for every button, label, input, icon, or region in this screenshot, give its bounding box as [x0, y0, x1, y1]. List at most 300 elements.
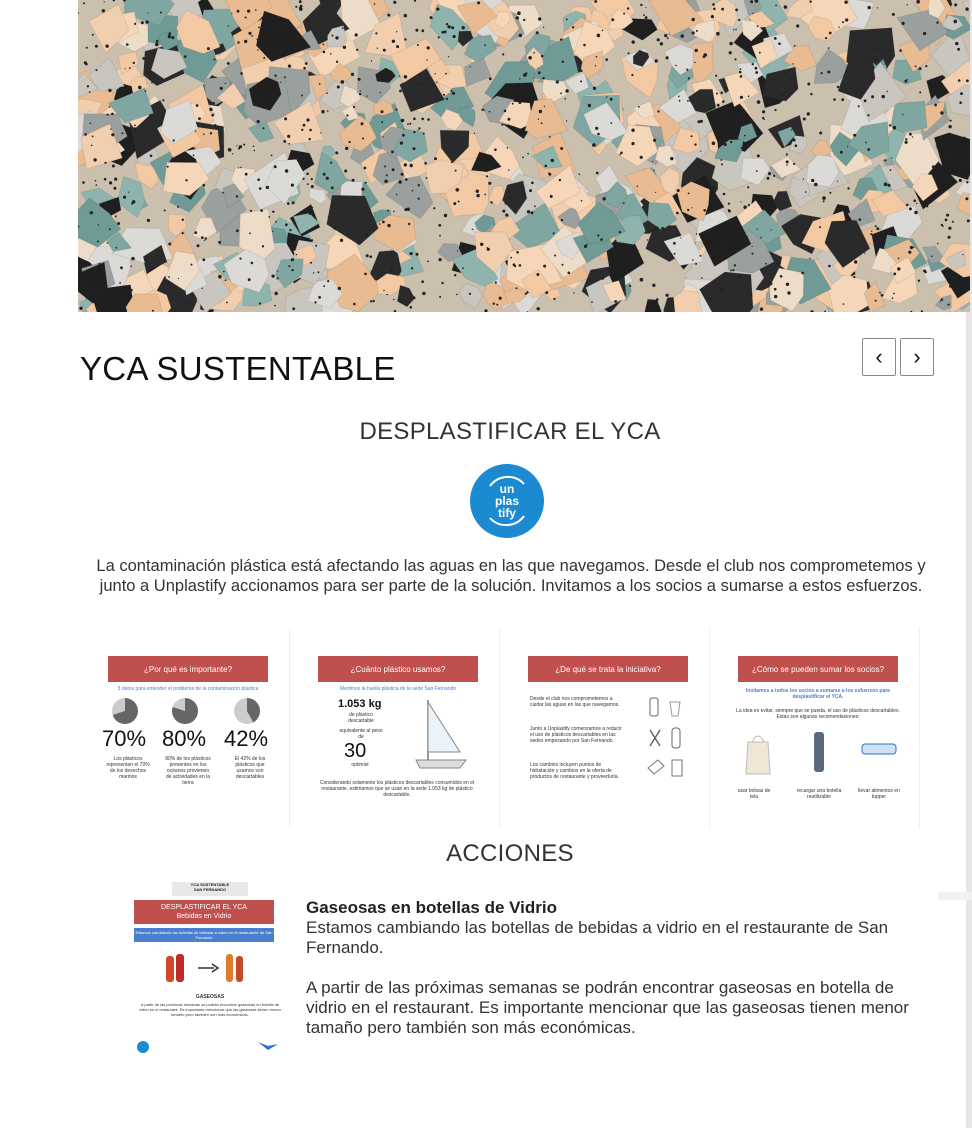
speck — [965, 197, 968, 200]
speck — [484, 44, 486, 46]
speck — [450, 90, 452, 92]
speck — [383, 49, 386, 52]
speck — [640, 4, 642, 6]
speck — [113, 187, 116, 190]
speck — [272, 275, 275, 278]
speck — [768, 172, 771, 175]
speck — [481, 109, 483, 111]
speck — [130, 289, 133, 292]
speck — [954, 20, 958, 24]
speck — [529, 189, 532, 192]
speck — [291, 269, 293, 271]
scrollbar-marker — [938, 892, 972, 900]
speck — [919, 91, 921, 93]
speck — [439, 258, 442, 261]
speck — [496, 304, 498, 306]
speck — [858, 105, 860, 107]
speck — [284, 76, 286, 78]
speck — [945, 155, 947, 157]
speck — [914, 211, 918, 215]
speck — [439, 235, 441, 237]
speck — [371, 60, 372, 61]
speck — [740, 75, 743, 78]
speck — [331, 187, 334, 190]
speck — [913, 247, 914, 248]
speck — [387, 14, 390, 17]
speck — [948, 236, 951, 239]
speck — [207, 47, 210, 50]
speck — [487, 247, 489, 249]
speck — [474, 133, 475, 134]
speck — [104, 1, 105, 2]
speck — [811, 179, 814, 182]
speck — [335, 151, 338, 154]
speck — [591, 301, 593, 303]
plastic-fragment — [386, 176, 434, 219]
speck — [292, 307, 295, 310]
speck — [427, 118, 430, 121]
speck — [948, 227, 951, 230]
carousel-next-button[interactable] — [900, 338, 934, 376]
logo-text: un plas tify — [494, 482, 519, 520]
speck — [949, 285, 952, 288]
speck — [470, 66, 471, 67]
speck — [358, 78, 361, 81]
stat-value: 70% — [102, 726, 147, 751]
speck — [906, 204, 909, 207]
speck — [310, 262, 312, 264]
speck — [700, 151, 701, 152]
speck — [502, 210, 505, 213]
speck — [721, 288, 724, 291]
speck — [923, 32, 926, 35]
speck — [519, 34, 522, 37]
speck — [418, 184, 420, 186]
card-footer: Considerando solamente los plásticos descartables consumidos en el restaurante, estimamos que se usan en la sede 1.053 kg de plástico descartable. — [319, 780, 475, 798]
speck — [738, 117, 742, 121]
speck — [595, 65, 596, 66]
speck — [263, 57, 265, 59]
speck — [147, 12, 148, 13]
speck — [257, 49, 258, 50]
speck — [177, 206, 179, 208]
infographic-card-importance[interactable] — [80, 628, 290, 828]
speck — [196, 104, 199, 107]
speck — [620, 152, 623, 155]
speck — [735, 9, 738, 12]
speck — [759, 52, 761, 54]
speck — [780, 275, 783, 278]
speck — [476, 190, 479, 193]
speck — [887, 91, 888, 92]
speck — [805, 191, 807, 193]
speck — [807, 112, 810, 115]
speck — [893, 273, 896, 276]
speck — [936, 21, 938, 23]
speck — [728, 203, 730, 205]
speck — [792, 63, 793, 64]
speck — [564, 98, 566, 100]
speck — [897, 267, 900, 270]
speck — [386, 174, 388, 176]
speck — [746, 236, 748, 238]
speck — [757, 100, 761, 104]
speck — [299, 7, 303, 11]
speck — [611, 18, 614, 21]
speck — [168, 32, 171, 35]
speck — [291, 184, 294, 187]
speck — [364, 167, 367, 170]
speck — [109, 106, 111, 108]
speck — [695, 49, 698, 52]
speck — [415, 29, 418, 32]
speck — [516, 251, 519, 254]
speck — [762, 110, 765, 113]
speck — [640, 278, 644, 282]
speck — [549, 136, 551, 138]
speck — [959, 101, 962, 104]
speck — [334, 221, 335, 222]
speck — [306, 173, 309, 176]
speck — [787, 291, 790, 294]
speck — [257, 120, 260, 123]
speck — [763, 118, 765, 120]
speck — [438, 224, 441, 227]
speck — [803, 118, 806, 121]
speck — [937, 243, 939, 245]
speck — [253, 145, 255, 147]
speck — [565, 89, 568, 92]
speck — [228, 148, 232, 152]
speck — [194, 231, 197, 234]
speck — [413, 117, 416, 120]
speck — [284, 117, 287, 120]
speck — [688, 193, 690, 195]
speck — [729, 42, 732, 45]
speck — [364, 273, 367, 276]
speck — [441, 282, 443, 284]
speck — [105, 44, 108, 47]
speck — [104, 162, 106, 164]
card-note: La idea es evitar, siempre que se pueda, el uso de plásticos descartables. Estas son algunas recomendaciones: — [736, 708, 900, 720]
speck — [722, 100, 725, 103]
speck — [287, 202, 290, 205]
speck — [420, 82, 423, 85]
speck — [100, 299, 103, 302]
speck — [596, 172, 599, 175]
speck — [892, 13, 895, 16]
speck — [274, 305, 276, 307]
speck — [786, 283, 789, 286]
speck — [859, 53, 861, 55]
speck — [407, 123, 409, 125]
speck — [829, 192, 831, 194]
speck — [541, 122, 543, 124]
plastic-fragment — [459, 284, 483, 309]
speck — [451, 162, 453, 164]
speck — [562, 61, 564, 63]
speck — [301, 129, 303, 131]
speck — [184, 55, 187, 58]
speck — [410, 252, 413, 255]
speck — [792, 138, 795, 141]
speck — [197, 244, 200, 247]
speck — [757, 229, 758, 230]
speck — [712, 3, 715, 6]
infographic-card-initiative[interactable] — [500, 628, 710, 828]
speck — [910, 246, 913, 249]
speck — [335, 36, 338, 39]
speck — [507, 118, 510, 121]
speck — [277, 270, 278, 271]
speck — [623, 13, 625, 15]
speck — [167, 281, 170, 284]
speck — [773, 175, 775, 177]
speck — [844, 1, 847, 4]
speck — [713, 8, 716, 11]
speck — [940, 301, 941, 302]
speck — [846, 88, 848, 90]
speck — [721, 8, 724, 11]
speck — [545, 291, 548, 294]
bottles-arrow-icon — [162, 950, 252, 986]
speck — [691, 207, 692, 208]
speck — [512, 103, 514, 105]
speck — [168, 35, 171, 38]
speck — [92, 136, 94, 138]
speck — [131, 257, 134, 260]
speck — [559, 179, 561, 181]
speck — [786, 160, 789, 163]
speck — [918, 280, 920, 282]
speck — [606, 96, 607, 97]
speck — [891, 157, 892, 158]
speck — [462, 26, 465, 29]
speck — [84, 133, 87, 136]
speck — [889, 124, 891, 126]
speck — [441, 31, 444, 34]
plastic-fragment — [674, 290, 703, 312]
speck — [214, 59, 216, 61]
speck — [775, 109, 777, 111]
speck — [528, 56, 532, 60]
speck — [562, 264, 564, 266]
speck — [527, 210, 530, 213]
card-heading: ¿Cuánto plástico usamos? — [318, 656, 478, 682]
infographic-card-usage[interactable] — [290, 628, 500, 828]
speck — [916, 203, 917, 204]
speck — [548, 173, 551, 176]
speck — [652, 284, 655, 287]
speck — [519, 264, 522, 267]
speck — [561, 219, 563, 221]
speck — [275, 221, 277, 223]
speck — [536, 31, 539, 34]
speck — [142, 57, 145, 60]
speck — [508, 197, 511, 200]
speck — [102, 9, 105, 12]
speck — [778, 42, 781, 45]
speck — [932, 172, 934, 174]
pie-chart-icon — [112, 698, 138, 724]
speck — [828, 47, 830, 49]
speck — [86, 47, 88, 49]
card-subheading: 3 datos para entender el problema de la contaminación plástica — [117, 686, 259, 692]
speck — [302, 153, 303, 154]
speck — [833, 98, 836, 101]
speck — [109, 181, 112, 184]
speck — [447, 25, 450, 28]
speck — [844, 220, 847, 223]
speck — [941, 224, 943, 226]
speck — [288, 143, 290, 145]
speck — [638, 32, 642, 36]
speck — [908, 251, 911, 254]
speck — [255, 9, 257, 11]
action-title: Gaseosas en botellas de Vidrio — [306, 898, 558, 917]
speck — [748, 204, 750, 206]
speck — [292, 29, 294, 31]
speck — [410, 306, 413, 309]
speck — [727, 252, 729, 254]
speck — [137, 128, 139, 130]
speck — [289, 229, 291, 231]
speck — [670, 157, 673, 160]
infographic-card-how-to-join[interactable] — [710, 628, 920, 828]
speck — [345, 147, 348, 150]
speck — [619, 154, 621, 156]
speck — [928, 200, 931, 203]
speck — [202, 10, 204, 12]
speck — [210, 132, 212, 134]
intro-paragraph: La contaminación plástica está afectando las aguas en las que navegamos. Desde el club nos comprometemos y junto a Unplastify accionamos para ser parte de la solución. Invitamos a los socios a sumarse a estos esfuerzos. — [96, 557, 926, 595]
speck — [98, 224, 99, 225]
speck — [341, 80, 345, 84]
speck — [312, 207, 313, 208]
speck — [248, 278, 251, 281]
speck — [451, 26, 454, 29]
speck — [921, 310, 923, 312]
speck — [393, 211, 395, 213]
speck — [260, 209, 263, 212]
speck — [874, 31, 876, 33]
carousel-prev-button[interactable] — [862, 338, 896, 376]
speck — [627, 7, 629, 9]
speck — [274, 165, 277, 168]
speck — [703, 209, 706, 212]
speck — [732, 269, 734, 271]
speck — [810, 0, 812, 2]
speck — [258, 27, 260, 29]
speck — [688, 77, 690, 79]
speck — [923, 269, 926, 272]
speck — [413, 131, 415, 133]
speck — [653, 139, 656, 142]
speck — [117, 222, 120, 225]
speck — [111, 113, 114, 116]
speck — [721, 116, 724, 119]
speck — [784, 5, 788, 9]
speck — [484, 309, 487, 312]
speck — [383, 136, 384, 137]
speck — [910, 311, 912, 312]
speck — [439, 296, 441, 298]
speck — [227, 62, 230, 65]
speck — [747, 186, 749, 188]
speck — [775, 5, 777, 7]
speck — [545, 165, 548, 168]
speck — [948, 304, 950, 306]
speck — [542, 77, 544, 79]
speck — [583, 44, 586, 47]
speck — [375, 32, 377, 34]
speck — [902, 22, 905, 25]
speck — [205, 237, 207, 239]
infographic-carousel[interactable] — [80, 628, 920, 828]
speck — [259, 302, 261, 304]
speck — [539, 110, 542, 113]
speck — [912, 136, 913, 137]
speck — [384, 166, 386, 168]
speck — [645, 16, 648, 19]
speck — [619, 231, 621, 233]
speck — [98, 292, 100, 294]
speck — [771, 229, 772, 230]
actions-subtitle: ACCIONES — [446, 840, 574, 867]
speck — [489, 111, 491, 113]
speck — [236, 229, 239, 232]
speck — [573, 292, 574, 293]
speck — [943, 155, 945, 157]
speck — [330, 53, 332, 55]
speck — [853, 276, 855, 278]
speck — [691, 135, 693, 137]
speck — [346, 114, 348, 116]
speck — [257, 100, 259, 102]
speck — [491, 165, 492, 166]
speck — [144, 90, 146, 92]
speck — [714, 296, 715, 297]
initiative-paragraph: Junto a Unplastify comenzamos a reducir el uso de plásticos descartables en las sedes empezando por San Fernando. — [530, 726, 622, 744]
speck — [740, 201, 741, 202]
speck — [854, 260, 857, 263]
speck — [452, 92, 455, 95]
speck — [785, 224, 787, 226]
action-poster[interactable] — [116, 874, 292, 1060]
card-subheading: Medimos la huella plástica de la sede San Fernando — [339, 686, 457, 692]
pie-chart-icon — [234, 698, 260, 724]
speck — [597, 234, 599, 236]
speck — [262, 245, 264, 247]
speck — [833, 241, 835, 243]
optimist-caption: optimist — [351, 762, 369, 768]
speck — [592, 143, 596, 147]
speck — [111, 133, 114, 136]
speck — [692, 259, 694, 261]
speck — [116, 247, 118, 249]
speck — [361, 188, 364, 191]
speck — [752, 253, 754, 255]
speck — [98, 263, 100, 265]
speck — [396, 45, 399, 48]
speck — [484, 194, 486, 196]
speck — [309, 129, 312, 132]
speck — [870, 233, 872, 235]
speck — [628, 52, 630, 54]
speck — [560, 93, 562, 95]
speck — [584, 245, 587, 248]
speck — [778, 262, 781, 265]
